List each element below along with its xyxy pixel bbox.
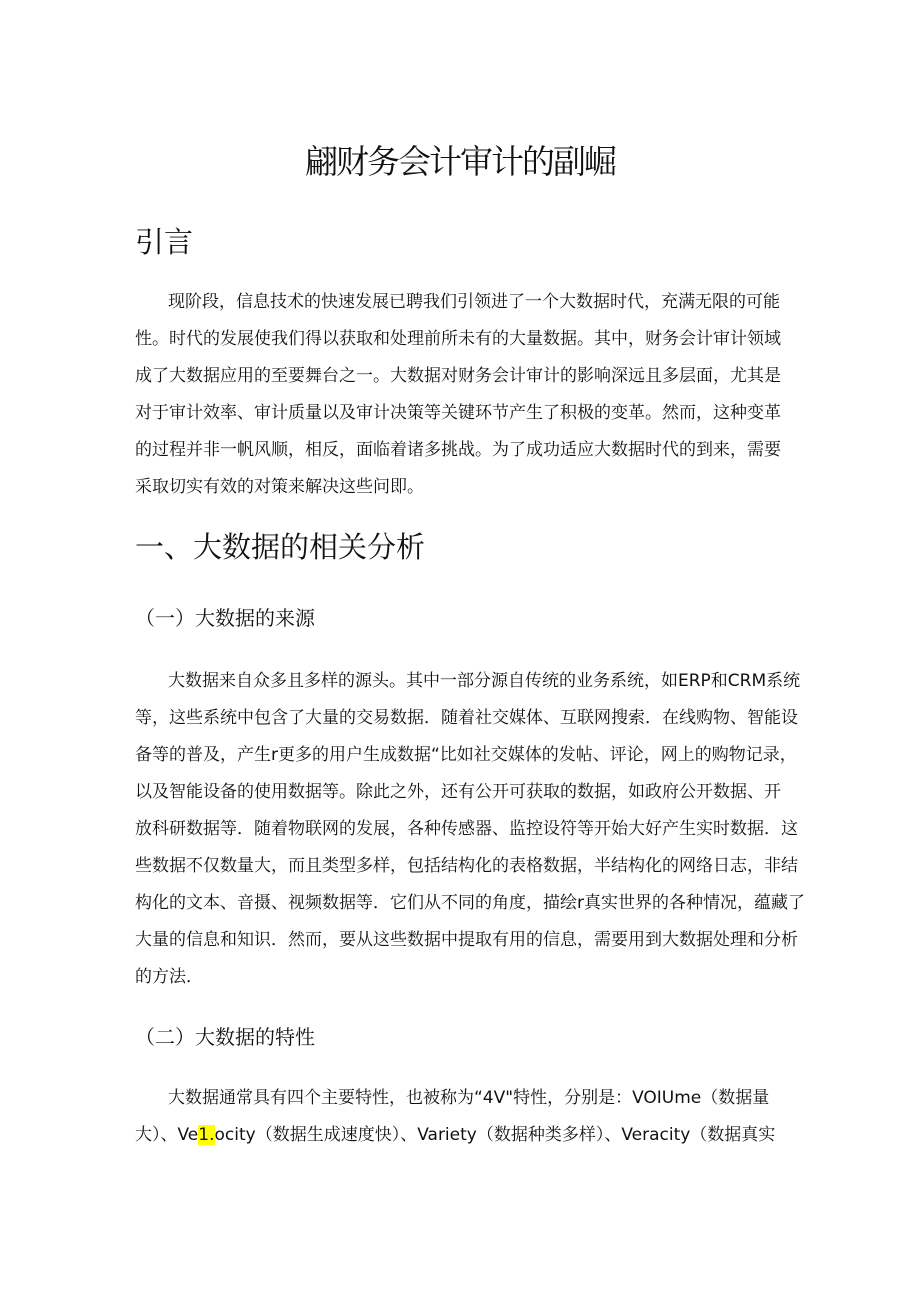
intro-heading: 引言	[135, 225, 194, 259]
paragraph-line: 采取切实有效的对策来解决这些问即。	[135, 477, 424, 497]
paragraph-line: 以及智能设备的使用数据等。除此之外，还有公开可获取的数据，如政府公开数据、开	[135, 782, 781, 802]
sources-paragraph	[135, 663, 805, 996]
paragraph-line: 些数据不仅数量大，而且类型多样，包括结构化的表格数据，半结构化的网络日志，非结	[135, 856, 798, 876]
paragraph-line: 成了大数据应用的至要舞台之一。大数据对财务会计审计的影响深远且多层面，尤其是	[135, 366, 781, 386]
paragraph-line: 性。时代的发展使我们得以获取和处理前所未有的大量数据。其中，财务会计审计领域	[135, 329, 781, 349]
paragraph-line: 等，这些系统中包含了大量的交易数据．随着社交媒体、互联网搜索．在线购物、智能设	[135, 708, 798, 728]
characteristics-paragraph	[135, 1080, 785, 1154]
paragraph-line	[135, 1117, 785, 1154]
highlighted-text: 1.	[198, 1125, 215, 1145]
line-text: 大）、Ve	[135, 1125, 199, 1145]
subsection1-heading: （一）大数据的来源	[135, 606, 315, 630]
paragraph-line: 备等的普及，产生r更多的用户生成数据“比如社交媒体的发帖、评论，网上的购物记录，	[135, 745, 797, 765]
line-text: ocity（数据生成速度快）、Variety（数据种类多样）、Veracity（数据真实	[214, 1125, 776, 1145]
paragraph-line: 对于审计效率、审计质量以及审计决策等关键环节产生了积极的变革。然而，这种变革	[135, 403, 781, 423]
paragraph-line: 现阶段，信息技术的快速发展已聘我们引领进了一个大数据时代，充满无限的可能	[168, 292, 780, 312]
paragraph-line: 大数据通常具有四个主要特性，也被称为“4V"特性，分别是：VOIUme（数据量	[168, 1088, 770, 1108]
paragraph-line: 大量的信息和知识．然而，要从这些数据中提取有用的信息，需要用到大数据处理和分析	[135, 930, 798, 950]
subsection2-heading: （二）大数据的特性	[135, 1025, 315, 1049]
intro-paragraph	[135, 284, 785, 506]
paragraph-line: 大数据来自众多且多样的源头。其中一部分源自传统的业务系统，如ERP和CRM系统	[168, 671, 801, 691]
paragraph-line: 的方法．	[135, 967, 203, 987]
paragraph-line: 的过程并非一帆风顺，相反，面临着诸多挑战。为了成功适应大数据时代的到来，需要	[135, 440, 781, 460]
paragraph-line: 构化的文本、音摄、视频数据等．它们从不同的角度，描绘r真实世界的各种情况，蕴藏了	[135, 893, 805, 913]
section1-heading: 一、大数据的相关分析	[135, 530, 426, 564]
paragraph-line: 放科研数据等．随着物联网的发展，各种传感器、监控设符等开始大好产生实时数据．这	[135, 819, 798, 839]
document-title: 翩财务会计审计的副崛	[305, 142, 615, 181]
